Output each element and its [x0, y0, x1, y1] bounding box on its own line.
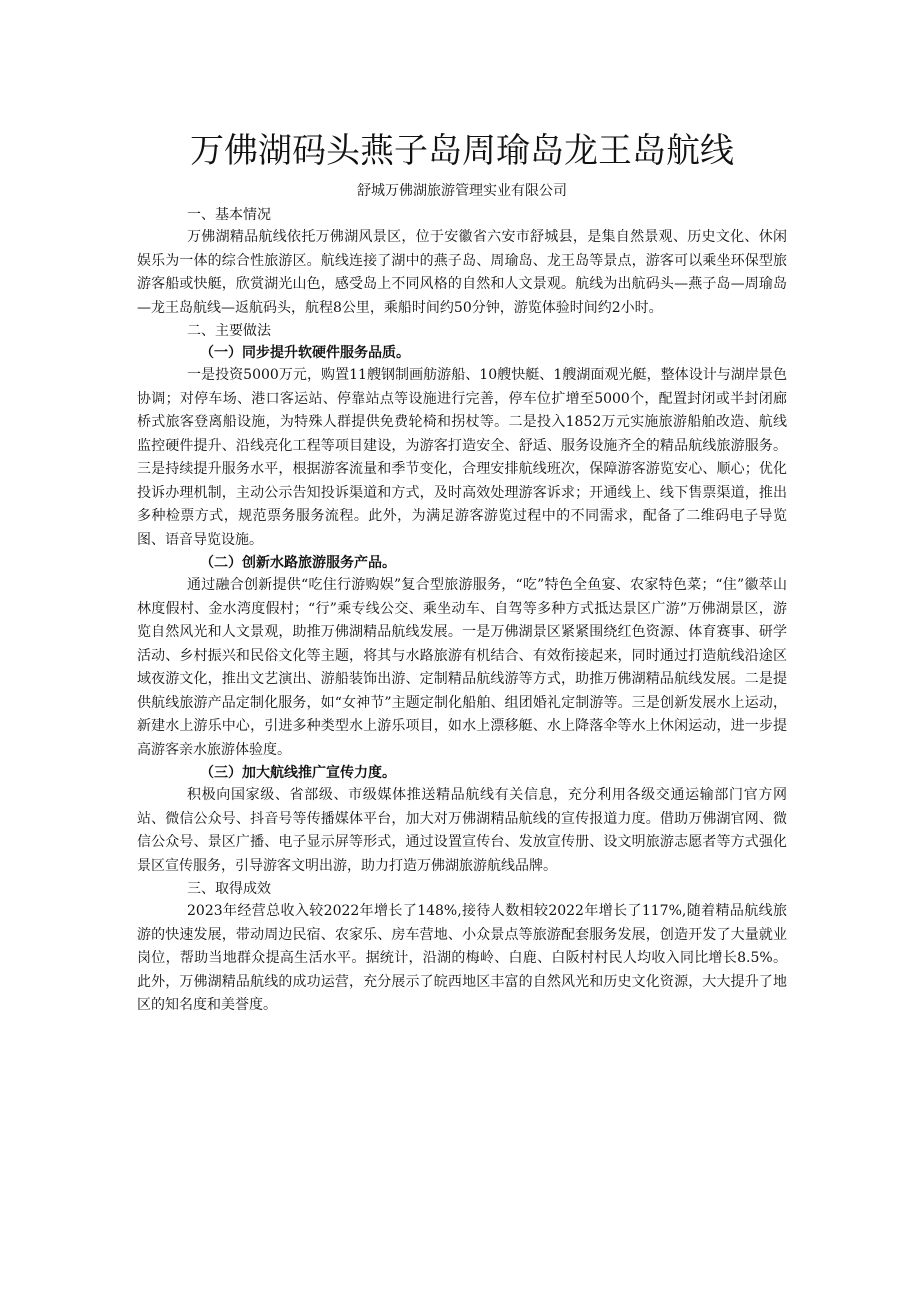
section-heading-basic-info: 一、基本情况	[187, 207, 271, 223]
subsection-heading-promotion: （三）加大航线推广宣传力度。	[200, 765, 396, 781]
paragraph-tourism-products: 通过融合创新提供“吃住行游购娱”复合型旅游服务，“吃”特色全鱼宴、农家特色菜；“住”徽萃山林度假村、金水湾度假村；“行”乘专线公交、乘坐动车、自驾等多种方式抵达景区广游”万佛湖景区，游览自然风光和人文景观，助推万佛湖精品航线发展。一是万佛湖景区紧紧围绕红色资源、体育赛事、研学活动、乡村振兴和民俗文化等主题，将其与水路旅游有机结合、有效衔接起来，同时通过打造航线沿途区域夜游文化，推出文艺演出、游船装饰出游、定制精品航线游等方式，助推万佛湖精品航线发展。二是提供航线旅游产品定制化服务，如“女神节”主题定制化船舶、组团婚礼定制游等。三是创新发展水上运动，新建水上游乐中心，引进多种类型水上游乐项目，如水上漂移艇、水上降落伞等水上休闲运动，进一步提高游客亲水旅游体验度。	[137, 577, 787, 758]
document-body	[137, 128, 787, 1018]
subsection-heading-tourism-products: （二）创新水路旅游服务产品。	[200, 555, 396, 571]
section-heading-main-practices: 二、主要做法	[187, 323, 271, 339]
subsection-heading-service-quality: （一）同步提升软硬件服务品质。	[200, 345, 410, 361]
section-heading-results: 三、取得成效	[187, 881, 271, 897]
organization-name: 舒城万佛湖旅游管理实业有限公司	[357, 183, 567, 199]
paragraph-service-quality: 一是投资5000万元，购置11艘钢制画舫游船、10艘快艇、1艘湖面观光艇，整体设计与湖岸景色协调；对停车场、港口客运站、停靠站点等设施进行完善，停车位扩增至5000个，配置封闭或半封闭廊桥式旅客登离船设施，为特殊人群提供免费轮椅和拐杖等。二是投入1852万元实施旅游船舶改造、航线监控硬件提升、沿线亮化工程等项目建设，为游客打造安全、舒适、服务设施齐全的精品航线旅游服务。三是持续提升服务水平，根据游客流量和季节变化，合理安排航线班次，保障游客游览安心、顺心；优化投诉办理机制，主动公示告知投诉渠道和方式，及时高效处理游客诉求；开通线上、线下售票渠道，推出多种检票方式，规范票务服务流程。此外，为满足游客游览过程中的不同需求，配备了二维码电子导览图、语音导览设施。	[137, 367, 787, 548]
paragraph-promotion: 积极向国家级、省部级、市级媒体推送精品航线有关信息，充分利用各级交通运输部门官方网站、微信公众号、抖音号等传播媒体平台，加大对万佛湖精品航线的宣传报道力度。借助万佛湖官网、微信公众号、景区广播、电子显示屏等形式，通过设置宣传台、发放宣传册、设文明旅游志愿者等方式强化景区宣传服务，引导游客文明出游，助力打造万佛湖旅游航线品牌。	[137, 787, 787, 874]
document-title: 万佛湖码头燕子岛周瑜岛龙王岛航线	[190, 131, 734, 171]
paragraph-results: 2023年经营总收入较2022年增长了148%,接待人数相较2022年增长了117%,随着精品航线旅游的快速发展，带动周边民宿、农家乐、房车营地、小众景点等旅游配套服务发展，创造开发了大量就业岗位，帮助当地群众提高生活水平。据统计，沿湖的梅岭、白鹿、白阪村村民人均收入同比增长8.5%。此外，万佛湖精品航线的成功运营，充分展示了皖西地区丰富的自然风光和历史文化资源，大大提升了地区的知名度和美誉度。	[137, 903, 787, 1013]
paragraph-basic-info: 万佛湖精品航线依托万佛湖风景区，位于安徽省六安市舒城县，是集自然景观、历史文化、休闲娱乐为一体的综合性旅游区。航线连接了湖中的燕子岛、周瑜岛、龙王岛等景点，游客可以乘坐环保型旅游客船或快艇，欣赏湖光山色，感受岛上不同风格的自然和人文景观。航线为出航码头—燕子岛—周瑜岛—龙王岛航线—返航码头，航程8公里，乘船时间约50分钟，游览体验时间约2小时。	[137, 229, 787, 316]
